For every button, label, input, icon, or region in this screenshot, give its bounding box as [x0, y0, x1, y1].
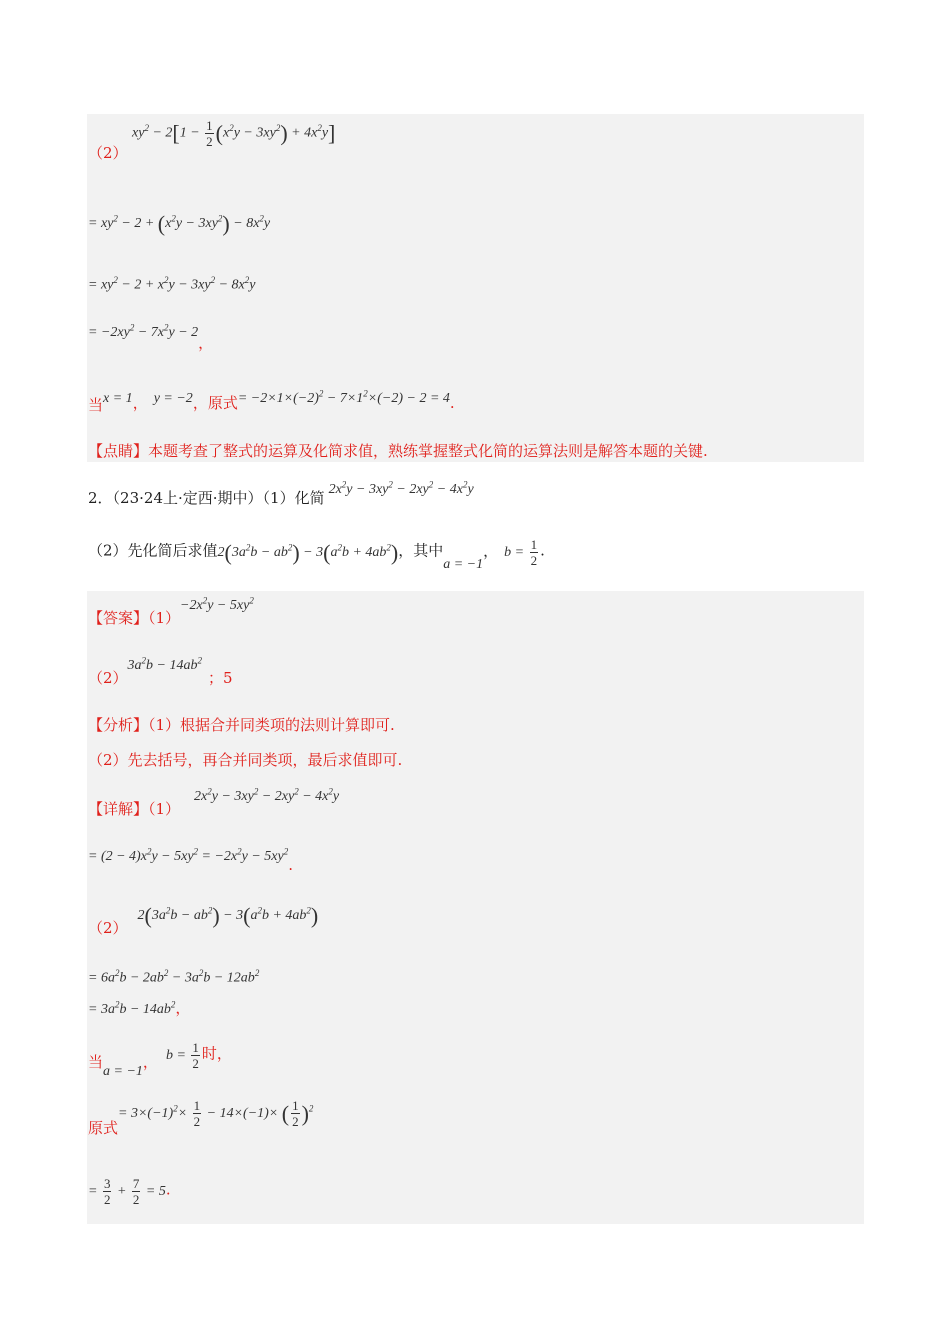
detail1-step-line — [88, 846, 294, 874]
detail2-step2-line — [88, 1000, 190, 1017]
part2-result: = $-2\times 1\times(-2)^2 - 7\times 1^2\times(-2) - 2 = 4$ — [237, 388, 450, 406]
answer-label: 【答案】（1） — [88, 609, 181, 627]
when-sep1: ， — [132, 394, 148, 412]
detail-line-2 — [88, 903, 319, 938]
when-y: y = −2 — [153, 391, 193, 406]
part2-step3-suffix: ， — [198, 334, 214, 352]
answer-line-2 — [88, 655, 233, 687]
part2-step1: = $xy^2 - 2 + (x^2y - 3xy^2) - 8x^2y$ — [88, 211, 271, 236]
final-dot: . — [165, 1180, 171, 1199]
detail2-step1: = $6a^2b - 2ab^2 - 3a^2b - 12ab^2$ — [88, 968, 260, 986]
when-sep2: ，原式 — [192, 394, 238, 412]
analysis-2: （2）先去括号，再合并同类项，最后求值即可. — [88, 751, 403, 769]
part2-step3-line — [88, 322, 214, 352]
sub2-b: b = $\frac{1}{2}$ — [504, 537, 538, 568]
part2-step2: = $xy^2 - 2 + x^2y - 3xy^2 - 8x^2y$ — [88, 275, 256, 293]
question2-sub2 — [88, 537, 545, 572]
detail2-step2-suffix: ， — [175, 999, 191, 1017]
detail2-when-a: a = −1 — [103, 1063, 143, 1079]
part2-result-dot: . — [449, 394, 455, 412]
detail2-expression: $2(3a^2b - ab^2) - 3(a^2b + 4ab^2)$ — [137, 903, 319, 928]
sub2-mid: ，其中 — [398, 541, 444, 560]
detail2-original-line — [88, 1098, 314, 1137]
part2-expression: $xy^2 - 2[1$ − $\frac{1}{2}$ $(x^2y - 3xy^2) + 4x^2y$] — [132, 118, 336, 149]
detail2-when-prefix: 当 — [88, 1052, 104, 1071]
detail2-final-line — [88, 1176, 171, 1207]
detail2-when-suffix: 时， — [201, 1044, 232, 1063]
question2-expression: $2x^2y - 3xy^2 - 2xy^2 - 4x^2y$ — [328, 479, 474, 497]
answer2-expression: $3a^2b - 14ab^2$ — [127, 655, 202, 673]
part2-label: （2） — [88, 144, 128, 162]
part2-evaluation-line — [88, 388, 455, 414]
answer2-label: （2） — [88, 669, 128, 687]
final-expression: = $\frac{3}{2}$ + $\frac{7}{2}$ = 5 — [88, 1176, 166, 1207]
answer2-suffix: ；5 — [208, 669, 233, 687]
answer-line-1 — [88, 595, 254, 627]
original-expression: = $3\times(-1)^2\times$ $\frac{1}{2}$ − 14×(−1)× ( $\frac{1}{2}$ )$^2$ — [118, 1098, 314, 1129]
sub2-end: . — [540, 541, 545, 560]
detail2-when-line — [88, 1040, 232, 1079]
detail-label: 【详解】（1） — [88, 800, 181, 818]
comment-dianjing: 【点睛】本题考查了整式的运算及化简求值，熟练掌握整式化简的运算法则是解答本题的关键. — [88, 442, 708, 460]
analysis-1: 【分析】（1）根据合并同类项的法则计算即可. — [88, 716, 395, 734]
when-prefix: 当 — [88, 396, 104, 414]
detail2-label: （2） — [88, 919, 128, 938]
detail2-step2: = $3a^2b - 14ab^2$ — [88, 999, 176, 1017]
detail1-expression: $2x^2y - 3xy^2 - 2xy^2 - 4x^2y$ — [194, 786, 340, 804]
answer1-expression: $-2x^2y - 5xy^2$ — [180, 595, 254, 613]
detail2-when-b: b = $\frac{1}{2}$ — [165, 1040, 199, 1071]
when-x: x = 1 — [103, 391, 133, 406]
sub2-expression: $2(3a^2b - ab^2) - 3(a^2b + 4ab^2)$ — [217, 539, 399, 565]
detail2-when-comma: ， — [142, 1052, 158, 1071]
question2-title: 2．（23·24上·定西·期中）（1）化简 — [88, 489, 325, 507]
sub2-prefix: （2）先化简后求值 — [88, 541, 218, 560]
original-label: 原式 — [88, 1118, 119, 1137]
sub2-comma: ， — [483, 541, 499, 560]
question2-header — [88, 479, 474, 507]
detail1-step: = $(2 - 4)x^2y - 5xy^2 = -2x^2y - 5xy^2$ — [88, 846, 289, 864]
detail-line-1 — [88, 786, 340, 818]
part2-step3: = $-2xy^2 - 7x^2y - 2$ — [88, 322, 199, 340]
detail1-dot: . — [288, 856, 294, 874]
sub2-a: a = −1 — [443, 556, 484, 572]
